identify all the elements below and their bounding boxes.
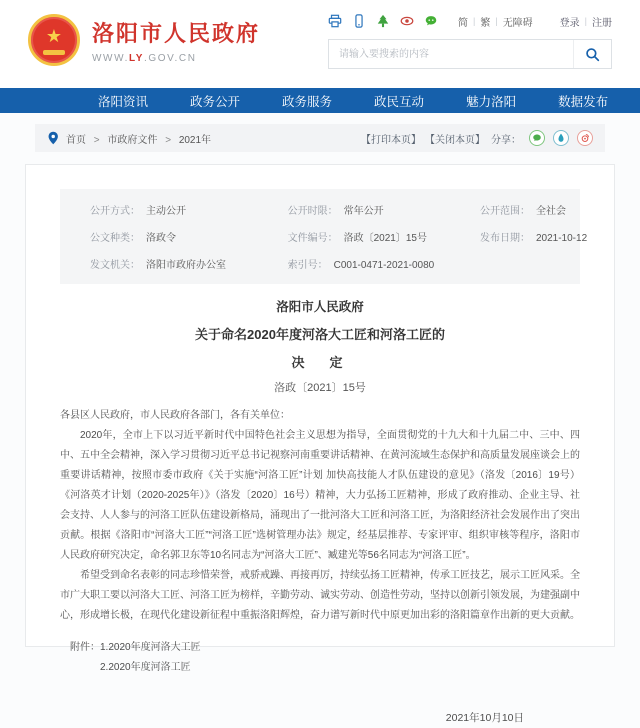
document-header (26, 297, 614, 395)
site-logo[interactable] (28, 14, 260, 66)
breadcrumb-gov-documents[interactable]: 市政府文件 (107, 134, 158, 146)
attachment-link-1[interactable]: 1.2020年度河洛大工匠 (100, 642, 201, 653)
meta-value: C001-0471-2021-0080 (333, 260, 435, 271)
document-meta (60, 189, 588, 284)
printer-icon[interactable] (328, 14, 342, 28)
meta-value: 洛阳市政府办公室 (146, 260, 226, 271)
gov-service-icon[interactable] (376, 14, 390, 28)
language-switcher (458, 14, 533, 29)
search-icon (585, 47, 600, 62)
tool-icons (328, 14, 438, 28)
meta-value: 全社会 (535, 206, 566, 217)
meta-value: 洛政〔2021〕15号 (343, 233, 427, 244)
register-link[interactable]: 注册 (592, 17, 612, 29)
breadcrumb-current: 2021年 (178, 134, 212, 146)
header-toolbar (328, 13, 612, 29)
accessibility-link[interactable]: 无障碍 (502, 17, 533, 29)
search-button[interactable] (573, 40, 611, 68)
share-label: 分享： (491, 134, 521, 146)
divider: | (584, 16, 587, 26)
paragraph: 2020年，全市上下以习近平新时代中国特色社会主义思想为指导，全面贯彻党的十九大和十九届二中、三中、四中、五中全会精神，深入学习贯彻习近平总书记视察河南重要讲话精神、在黄河流域生态保护和高质量发展座谈会上的重要讲话精神，按照市委市政府《关于实施“河洛工匠”计划 加快高技能人才队伍建设的意见》（洛发〔2016〕19号）《河洛英才计划（2020-2025年）》（洛发〔2020〕16号）精神，大力弘扬工匠精神，形成了政府推动、企业主导、社会支持、人人参与的河洛工匠队伍建设新格局，涌现出了一批河洛大工匠和河洛工匠，为洛阳经济社会发展作出了突出贡献。根据《洛阳市“河洛大工匠”“河洛工匠”选树管理办法》规定，经基层推荐、专家评审、组织审核等程序，洛阳市人民政府研究决定，命名郭卫东等10名同志为“河洛大工匠”、臧建光等56名同志为“河洛工匠”。 (60, 430, 580, 561)
nav-item-interaction[interactable]: 政民互动 (374, 94, 425, 109)
nav-item-gov-affairs[interactable]: 政务公开 (190, 94, 241, 109)
document-number: 洛政〔2021〕15号 (274, 382, 366, 394)
breadcrumb-bar (35, 124, 605, 152)
breadcrumb (66, 131, 211, 146)
attachment-link-2[interactable]: 2.2020年度河洛工匠 (100, 662, 191, 673)
page-actions (361, 130, 593, 146)
wechat-icon[interactable] (424, 14, 438, 28)
mobile-icon[interactable] (352, 14, 366, 28)
lang-traditional[interactable]: 繁 (480, 17, 491, 29)
meta-field (258, 250, 450, 277)
meta-label: 公开范围： (479, 206, 530, 217)
meta-label: 文件编号： (287, 233, 338, 244)
page-title-2: 决 定 (291, 355, 349, 370)
search-box (328, 39, 612, 69)
issuing-org: 洛阳市人民政府 (276, 300, 364, 314)
meta-label: 索引号： (287, 260, 328, 271)
site-url (92, 53, 260, 64)
meta-value: 常年公开 (343, 206, 384, 217)
share-weibo-icon[interactable] (577, 130, 593, 146)
header-right (328, 13, 612, 69)
lang-simplified[interactable]: 简 (458, 17, 468, 29)
meta-label: 发文机关： (90, 260, 140, 271)
meta-label: 公文种类： (90, 233, 140, 244)
meta-field (258, 196, 450, 223)
meta-label: 公开方式： (90, 206, 140, 217)
supervision-eye-icon[interactable] (400, 14, 414, 28)
print-page-button[interactable]: 【打印本页】 (361, 134, 421, 146)
meta-field (60, 250, 258, 277)
meta-field-empty (450, 250, 580, 277)
attachment-row (60, 638, 580, 658)
search-input[interactable] (329, 40, 573, 68)
attachment-row (60, 658, 580, 678)
share-qzone-icon[interactable] (553, 130, 569, 146)
close-page-button[interactable]: 【关闭本页】 (425, 134, 485, 146)
paragraph: 希望受到命名表彰的同志珍惜荣誉，戒骄戒躁、再接再厉，持续弘扬工匠精神，传承工匠技艺，展示工匠风采。全市广大职工要以河洛大工匠、河洛工匠为榜样，辛勤劳动、诚实劳动、创造性劳动，坚持以创新引领发展，为建强副中心，形成增长极，在现代化建设新征程中重振洛阳辉煌，奋力谱写新时代中原更加出彩的洛阳篇章作出新的更大贡献。 (60, 570, 580, 621)
meta-field (258, 223, 450, 250)
meta-field (450, 196, 580, 223)
nav-item-news[interactable]: 洛阳资讯 (98, 94, 149, 109)
meta-field (60, 196, 258, 223)
share-wechat-icon[interactable] (529, 130, 545, 146)
site-name: 洛阳市人民政府 (92, 20, 261, 46)
meta-label: 公开时限： (287, 206, 338, 217)
url-ly: LY (128, 52, 145, 64)
url-prefix: WWW. (92, 52, 129, 64)
auth-links (560, 14, 612, 29)
document-date: 2021年10月10日 (445, 712, 524, 724)
meta-field (450, 223, 588, 250)
breadcrumb-separator: > (93, 134, 100, 146)
national-emblem-icon: ★ (28, 14, 80, 66)
main-content (0, 113, 640, 724)
nav-item-charm-luoyang[interactable]: 魅力洛阳 (466, 94, 517, 109)
login-link[interactable]: 登录 (559, 17, 580, 29)
page-title: 关于命名2020年度河洛大工匠和河洛工匠的 (195, 327, 445, 342)
main-nav (0, 88, 640, 113)
breadcrumb-home[interactable]: 首页 (66, 134, 86, 146)
nav-item-gov-services[interactable]: 政务服务 (282, 94, 333, 109)
attachment-label: 附件： (70, 642, 100, 653)
meta-value: 主动公开 (146, 206, 186, 217)
meta-label: 发布日期： (479, 233, 530, 244)
document-panel (25, 164, 615, 724)
location-pin-icon (47, 131, 59, 145)
divider: | (473, 16, 476, 26)
divider: | (495, 16, 498, 26)
nav-item-data-release[interactable]: 数据发布 (558, 94, 609, 109)
site-header (0, 0, 640, 88)
meta-field (60, 223, 258, 250)
meta-value: 洛政令 (146, 233, 176, 244)
breadcrumb-separator: > (165, 134, 172, 146)
salutation: 各县区人民政府，市人民政府各部门，各有关单位： (60, 410, 290, 421)
url-suffix: .GOV.CN (144, 52, 197, 64)
document-body (26, 395, 614, 728)
meta-value: 2021-10-12 (535, 233, 588, 244)
